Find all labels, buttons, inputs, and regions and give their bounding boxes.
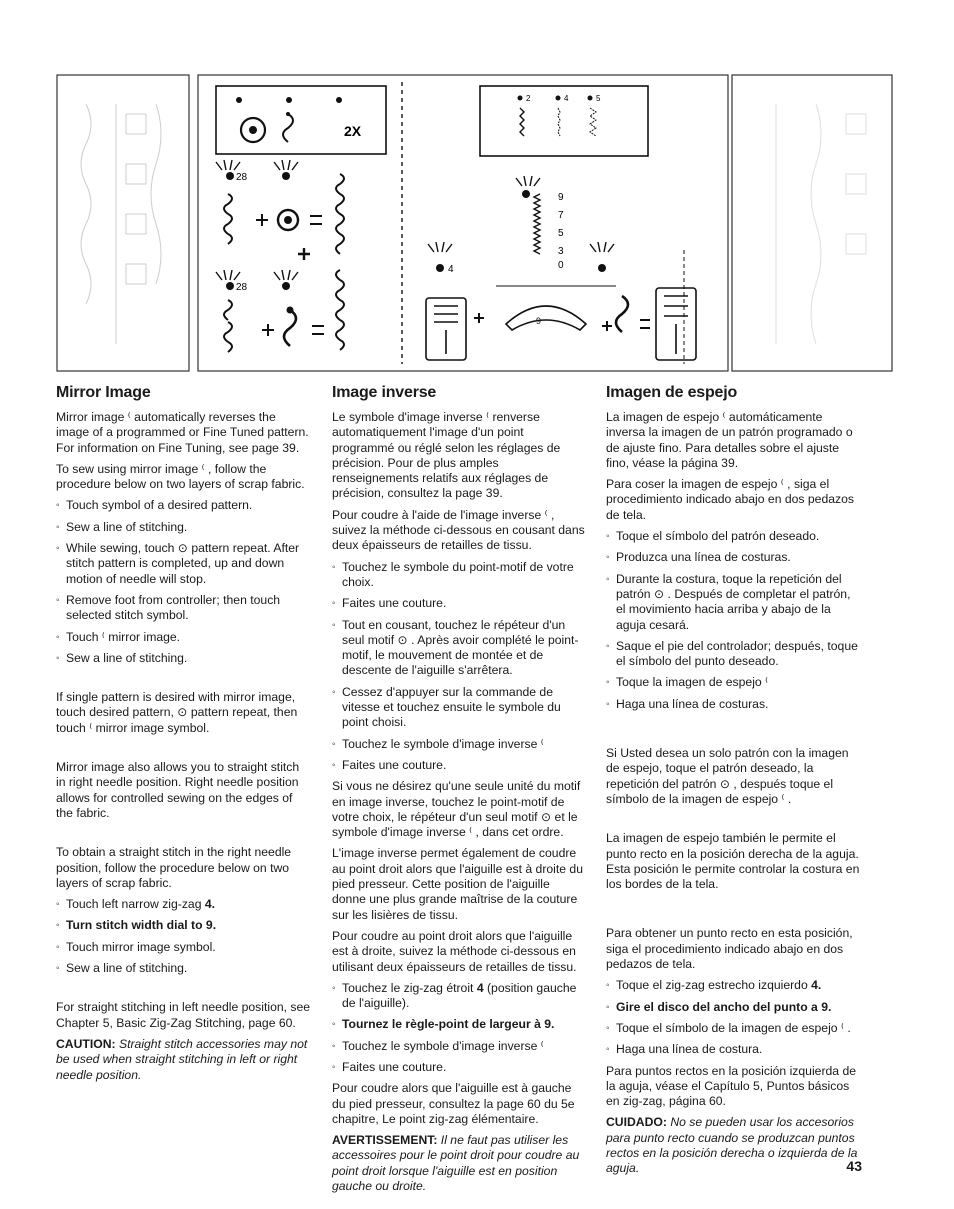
list-item: ◦ Haga una línea de costura.	[606, 1042, 862, 1057]
list-item: ◦ Faites une couture.	[332, 758, 586, 773]
dial-28-label-top: 28	[236, 172, 248, 183]
count-2x-label: 2X	[344, 123, 362, 139]
spanish-steps-2	[606, 978, 862, 1057]
list-item: ◦ Gire el disco del ancho del punto a 9.	[606, 1000, 862, 1015]
list-item: ◦ Tournez le règle-point de largeur à 9.	[332, 1017, 586, 1032]
dial-28-label-bottom: 28	[236, 282, 248, 293]
list-item: ◦ Touch left narrow zig-zag 4.	[56, 897, 312, 912]
width-display-section	[480, 86, 648, 156]
faded-stitch-patterns	[81, 104, 161, 344]
spanish-heading: Imagen de espejo	[606, 384, 738, 401]
light-bursts	[216, 160, 614, 280]
french-single-pattern: Si vous ne désirez qu'une seule unité du motif en image inverse, touchez le point-motif de votre choix, le répéteur d'un seul motif ⊙ et le symbole d'image inverse ⁽ , dans cet ordre.	[332, 779, 581, 840]
spanish-right-needle: Para obtener un punto recto en esta posición, siga el procedimiento indicado abajo en dos pedazos de tela.	[606, 926, 853, 972]
english-caution: CAUTION: Straight stitch accessories may not be used when straight stitching in left or right needle position.	[56, 1036, 308, 1082]
english-single-pattern: If single pattern is desired with mirror image, touch desired pattern, ⊙ pattern repeat, then touch ⁽ mirror image symbol.	[56, 690, 298, 735]
width-scale	[522, 190, 564, 271]
list-item: ◦ Touchez le zig-zag étroit 4 (position gauche de l'aiguille).	[332, 981, 586, 1012]
spanish-column	[606, 384, 862, 1183]
scale-num-3: 3	[558, 246, 564, 257]
english-procedure-intro: To sew using mirror image ⁽ , follow the procedure below on two layers of scrap fabric.	[56, 461, 305, 492]
list-item: ◦ Haga una línea de costuras.	[606, 697, 862, 712]
scale-num-9: 9	[558, 192, 564, 203]
list-item: ◦ Touch symbol of a desired pattern.	[56, 498, 312, 513]
dial-9-label: 9	[536, 316, 542, 326]
french-steps	[332, 560, 586, 774]
spanish-caution: CUIDADO: No se pueden usar los accesorios para punto recto cuando se produzcan puntos rectos en la posición derecha o izquierda de la aguja.	[606, 1115, 858, 1176]
english-steps	[56, 498, 312, 666]
mirror-image-illustration	[56, 74, 896, 372]
english-column	[56, 384, 312, 1089]
french-heading: Image inverse	[332, 384, 437, 401]
scale-num-7: 7	[558, 210, 564, 221]
list-item: ◦ Touchez le symbole d'image inverse ⁽	[332, 737, 586, 752]
display-num-4: 4	[564, 94, 569, 103]
list-item: ◦ Faites une couture.	[332, 1060, 586, 1075]
list-item: ◦ Toque el símbolo del patrón deseado.	[606, 529, 862, 544]
list-item: ◦ Turn stitch width dial to 9.	[56, 918, 312, 933]
list-item: ◦ Toque la imagen de espejo ⁽	[606, 675, 862, 690]
stitch-4-label: 4	[448, 264, 454, 275]
french-column	[332, 384, 586, 1200]
french-left-needle: Pour coudre alors que l'aiguille est à gauche du pied presseur, consultez la page 60 du 5e chapitre, Le point zig-zag élémentaire.	[332, 1081, 575, 1126]
spanish-procedure-intro: Para coser la imagen de espejo ⁽ , siga el procedimiento indicado abajo en dos pedazos de tela.	[606, 477, 854, 522]
spanish-left-needle: Para puntos rectos en la posición izquierda de la aguja, véase el Capítulo 5, Puntos básicos en zig-zag, página 60.	[606, 1063, 856, 1109]
spanish-straight-stitch: La imagen de espejo también le permite el punto recto en la posición derecha de la aguja. Esta posición le permite controlar la costura en los bordes de la tela.	[606, 831, 860, 892]
spanish-intro: La imagen de espejo ⁽ automáticamente inversa la imagen de un patrón programado o de ajuste fino. Para detalles sobre el ajuste fino, véase la página 39.	[606, 410, 853, 470]
list-item: ◦ Tout en cousant, touchez le répéteur d'un seul motif ⊙ . Après avoir complété le point-motif, le mouvement de montée et de descente de l'aiguille s'arrêtera.	[332, 618, 586, 679]
keypad-section	[216, 86, 386, 154]
spanish-single-pattern: Si Usted desea un solo patrón con la imagen de espejo, toque el patrón deseado, la repetición del patrón ⊙ , después toque el símbolo de la imagen de espejo ⁽ .	[606, 746, 849, 806]
page-number: 43	[846, 1158, 862, 1174]
english-left-needle: For straight stitching in left needle position, see Chapter 5, Basic Zig-Zag Stitching, page 60.	[56, 1000, 311, 1030]
french-procedure-intro: Pour coudre à l'aide de l'image inverse ⁽ , suivez la méthode ci-dessous en cousant dans deux épaisseurs de retailles de tissu.	[332, 507, 585, 553]
french-caution: AVERTISSEMENT: Il ne faut pas utiliser les accessoires pour le point droit pour coudre au point droit lorsque l'aiguille est en position gauche ou droite.	[332, 1133, 580, 1194]
equation-top	[224, 174, 344, 260]
spanish-steps	[606, 529, 862, 712]
list-item: ◦ While sewing, touch ⊙ pattern repeat. After stitch pattern is completed, up and down motion of needle will stop.	[56, 541, 312, 587]
french-straight-stitch: L'image inverse permet également de coudre au point droit alors que l'aiguille est à droite du pied presseur. Cette position de l'aiguille donne une plus grande maîtrise de la couture sur les lisières de tissu.	[332, 846, 583, 922]
list-item: ◦ Cessez d'appuyer sur la commande de vitesse et touchez ensuite le symbole du point choisi.	[332, 685, 586, 731]
faded-stitch-patterns-right	[776, 104, 866, 344]
english-straight-stitch: Mirror image also allows you to straight stitch in right needle position. Right needle position allows for controlled sewing on the edges of the fabric.	[56, 760, 300, 820]
list-item: ◦ Produzca una línea de costuras.	[606, 550, 862, 565]
scale-num-5: 5	[558, 228, 564, 239]
list-item: ◦ Toque el símbolo de la imagen de espejo ⁽ .	[606, 1021, 862, 1036]
english-heading: Mirror Image	[56, 384, 151, 401]
list-item: ◦ Durante la costura, toque la repetición del patrón ⊙ . Después de completar el patrón, el movimiento hacia arriba y abajo de la aguja cesará.	[606, 572, 862, 633]
list-item: ◦ Sew a line of stitching.	[56, 961, 312, 976]
list-item: ◦ Touch mirror image symbol.	[56, 940, 312, 955]
left-panel-frame	[57, 75, 189, 371]
list-item: ◦ Touch ⁽ mirror image.	[56, 630, 312, 645]
list-item: ◦ Sew a line of stitching.	[56, 520, 312, 535]
display-num-2: 2	[526, 94, 531, 103]
list-item: ◦ Saque el pie del controlador; después, toque el símbolo del punto deseado.	[606, 639, 862, 670]
width-dial-icon	[506, 306, 586, 330]
french-steps-2	[332, 981, 586, 1075]
list-item: ◦ Toque el zig-zag estrecho izquierdo 4.	[606, 978, 862, 993]
mirror-image-icon	[283, 114, 293, 142]
french-right-needle: Pour coudre au point droit alors que l'aiguille est à droite, suivez la méthode ci-dessous en utilisant deux épaisseurs de retailles de tissu.	[332, 928, 577, 974]
bottom-equation	[426, 288, 696, 360]
list-item: ◦ Touchez le symbole du point-motif de votre choix.	[332, 560, 586, 591]
english-right-needle: To obtain a straight stitch in the right needle position, follow the procedure below on two layers of scrap fabric.	[56, 845, 292, 890]
list-item: ◦ Faites une couture.	[332, 596, 586, 611]
list-item: ◦ Remove foot from controller; then touch selected stitch symbol.	[56, 593, 312, 624]
english-intro: Mirror image ⁽ automatically reverses the image of a programmed or Fine Tuned pattern. For information on Fine Tuning, see page 39.	[56, 410, 309, 455]
display-num-5: 5	[596, 94, 601, 103]
list-item: ◦ Touchez le symbole d'image inverse ⁽	[332, 1039, 586, 1054]
scale-num-0: 0	[558, 260, 564, 271]
french-intro: Le symbole d'image inverse ⁽ renverse automatiquement l'image d'un point programmé ou réglé selon les réglages de précision. Pour de plus amples renseignements relatifs aux réglages de précision, consultez la page 39.	[332, 410, 561, 501]
english-steps-2	[56, 897, 312, 976]
list-item: ◦ Sew a line of stitching.	[56, 651, 312, 666]
